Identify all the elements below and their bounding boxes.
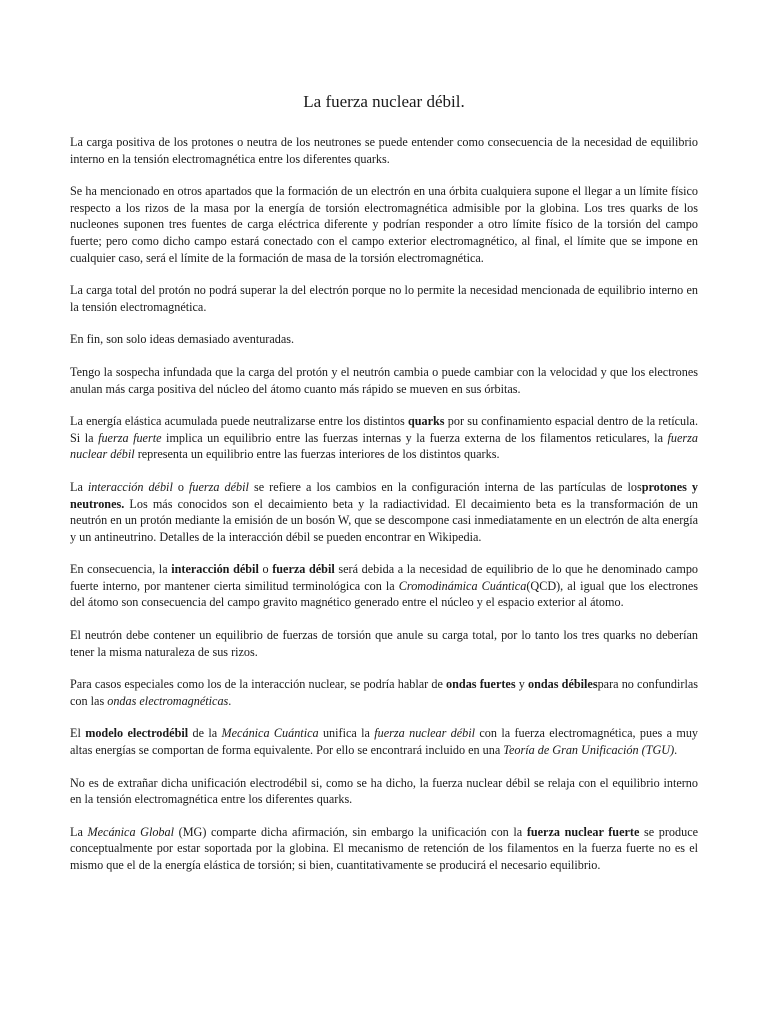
paragraph-6: [70, 413, 698, 463]
text-run: Los más conocidos son el decaimiento beta y la radiactividad. El decaimiento beta es la transformación de un neutrón en un protón mediante la emisión de un bosón W, que se descompone casi inmediatamente en un electrón de alta energía y un antineutrino. Detalles de la interacción débil se pueden encontrar en Wikipedia.: [70, 496, 698, 544]
text-run: .: [228, 693, 232, 708]
paragraph-3-text: La carga total del protón no podrá superar la del electrón porque no lo permite la necesidad mencionada de equilibrio interno en la tensión electromagnética.: [70, 283, 698, 314]
italic-term: Mecánica Cuántica: [221, 726, 319, 741]
italic-term: interacción débil: [87, 479, 173, 494]
paragraph-8: [70, 561, 698, 611]
text-run: El: [70, 726, 86, 741]
text-run: de la: [188, 726, 222, 741]
italic-term: fuerza nuclear débil: [374, 726, 476, 741]
italic-term: fuerza fuerte: [98, 430, 162, 445]
text-run: se produce conceptualmente por estar soportada por la globina. El mecanismo de retención de los filamentos en la fuerza fuerte no es el mismo que el de la energía elástica de torsión; si bien, cuantitativamente se producirá el necesario equilibrio.: [70, 824, 699, 872]
text-run: unifica la: [318, 726, 375, 741]
bold-term: modelo electrodébil: [85, 726, 189, 741]
paragraph-7: [70, 479, 698, 545]
paragraph-2-text: Se ha mencionado en otros apartados que la formación de un electrón en una órbita cualquiera supone el llegar a un límite físico respecto a los rizos de la masa por la energía de torsión electromagnética admisible por la globina. Los tres quarks de los nucleones suponen tres fuentes de carga eléctrica diferente y podrían responder a otro límite físico de la torsión del campo fuerte; pero como dicho campo estará conectado con el campo exterior electromagnético, al final, el límite que se impone en cualquier caso, será el límite de la formación de masa de la torsión electromagnética.: [70, 184, 698, 265]
paragraph-9: [70, 627, 698, 660]
text-run: (MG) comparte dicha afirmación, sin embargo la unificación con la: [174, 824, 527, 839]
bold-term: protones y neutrones.: [70, 479, 698, 511]
paragraph-11: [70, 725, 698, 758]
bold-term: fuerza débil: [272, 562, 335, 577]
text-run: (QCD), al igual que los electrones del átomo son consecuencia del campo gravito magnético generado entre el núcleo y el espacio exterior al átomo.: [70, 578, 699, 610]
paragraph-13: [70, 824, 698, 874]
italic-term: Teoría de Gran Unificación (TGU): [503, 743, 675, 758]
bold-term: fuerza nuclear fuerte: [526, 824, 640, 839]
text-run: por su confinamiento espacial dentro de la retícula. Si la: [70, 414, 698, 445]
text-run: y: [515, 677, 529, 692]
italic-term: Mecánica Global: [87, 824, 175, 839]
paragraph-12-text: No es de extrañar dicha unificación electrodébil si, como se ha dicho, la fuerza nuclear débil se relaja con el equilibrio interno en la tensión electromagnética entre los diferentes quarks.: [70, 775, 698, 807]
paragraph-5: [70, 364, 698, 397]
text-run: representa un equilibrio entre las fuerzas interiores de los distintos quarks.: [134, 447, 500, 462]
text-run: será debida a la necesidad de equilibrio de lo que he denominado campo fuerte interno, por mantener cierta similitud terminológica con la: [70, 562, 699, 593]
text-run: o: [172, 479, 190, 494]
paragraph-1-text: La carga positiva de los protones o neutra de los neutrones se puede entender como consecuencia de la necesidad de equilibrio interno en la tensión electromagnética entre los diferentes quarks.: [70, 135, 698, 166]
text-run: se refiere a los cambios en la configuración interna de las partículas de los: [248, 479, 642, 494]
page-title: La fuerza nuclear débil.: [303, 92, 465, 111]
bold-term: ondas fuertes: [446, 677, 516, 692]
italic-term: fuerza débil: [189, 479, 249, 494]
paragraph-12: [70, 775, 698, 808]
text-run: La: [70, 824, 88, 839]
paragraph-10: [70, 676, 698, 709]
paragraph-4-text: En fin, son solo ideas demasiado aventuradas.: [70, 332, 295, 347]
paragraph-4: [70, 331, 698, 348]
text-run: La: [70, 479, 88, 494]
bold-term: quarks: [407, 414, 445, 429]
document-page: [70, 92, 698, 890]
paragraph-3: [70, 282, 698, 315]
text-run: La energía elástica acumulada puede neutralizarse entre los distintos: [70, 414, 408, 429]
bold-term: ondas débiles: [528, 677, 598, 692]
paragraph-9-text: El neutrón debe contener un equilibrio de fuerzas de torsión que anule su carga total, por lo tanto los tres quarks no deberían tener la misma naturaleza de sus rizos.: [70, 628, 698, 659]
italic-term: Cromodinámica Cuántica: [398, 578, 527, 593]
paragraph-2: [70, 183, 698, 266]
bold-term: interacción débil: [171, 562, 259, 577]
paragraph-1: [70, 134, 698, 167]
italic-term: fuerza nuclear débil: [70, 430, 698, 462]
text-run: .: [674, 743, 678, 758]
italic-term: ondas electromagnéticas: [107, 693, 229, 708]
text-run: implica un equilibrio entre las fuerzas internas y la fuerza externa de los filamentos reticulares, la: [161, 430, 668, 445]
text-run: o: [258, 562, 273, 577]
text-run: Para casos especiales como los de la interacción nuclear, se podría hablar de: [70, 677, 447, 692]
text-run: para no confundirlas con las: [70, 677, 698, 708]
text-run: En consecuencia, la: [70, 562, 172, 577]
paragraph-5-text: Tengo la sospecha infundada que la carga del protón y el neutrón cambia o puede cambiar con la velocidad y que los electrones anulan más carga positiva del núcleo del átomo cuanto más rápido se mueven en sus órbitas.: [70, 364, 698, 396]
text-run: con la fuerza electromagnética, pues a muy altas energías se comportan de forma equivalente. Por ello se encontrará incluido en una: [70, 726, 699, 758]
